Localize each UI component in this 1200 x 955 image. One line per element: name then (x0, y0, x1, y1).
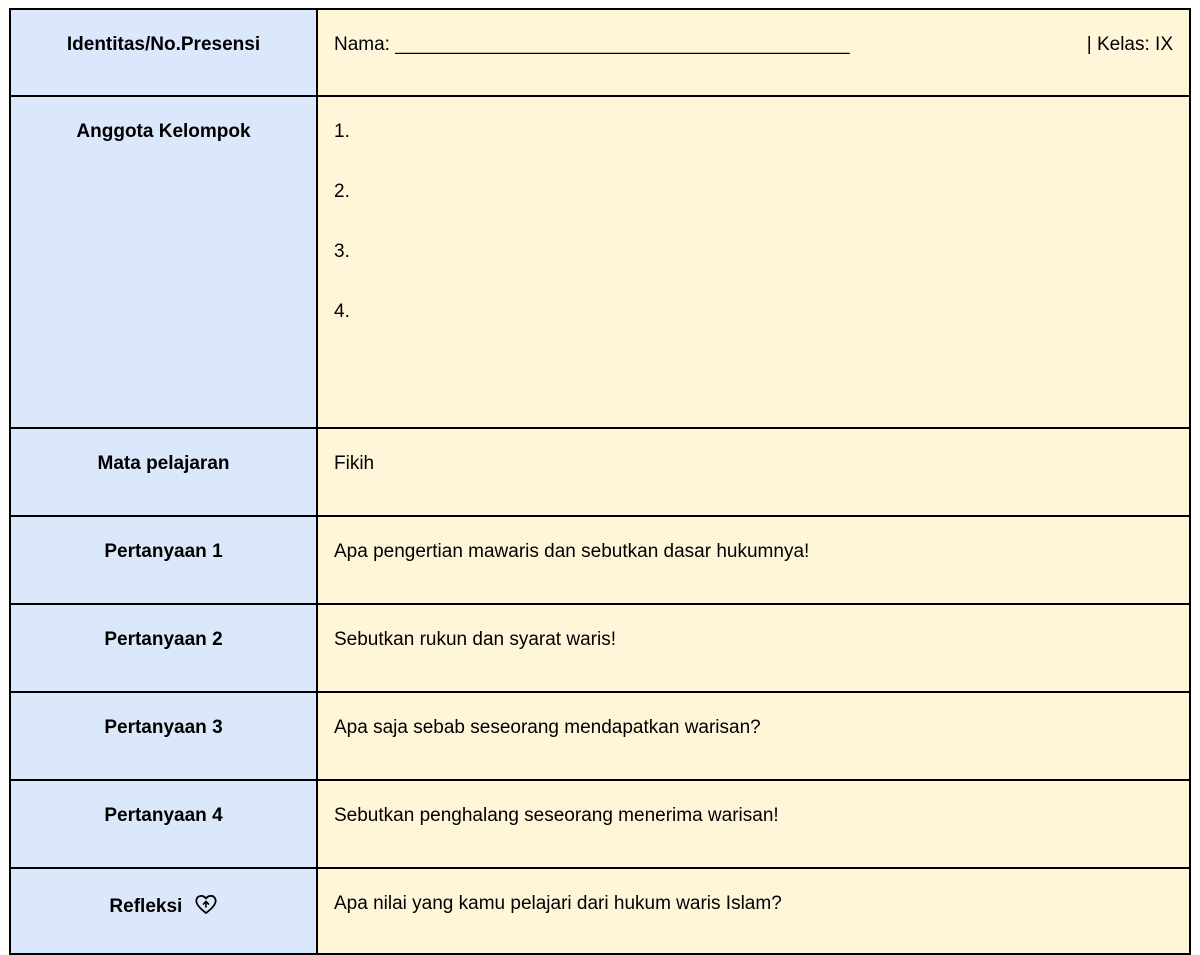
subject-row (10, 428, 1190, 516)
question-row-3 (10, 692, 1190, 780)
question-row-1 (10, 516, 1190, 604)
reflection-label: Refleksi (109, 896, 183, 917)
question-label-cell (10, 604, 317, 692)
question-3-text: Apa saja sebab seseorang mendapatkan warisan? (334, 717, 761, 738)
members-label: Anggota Kelompok (76, 121, 251, 142)
member-item-3[interactable]: 3. (334, 241, 350, 262)
worksheet-table (9, 8, 1191, 955)
question-1-text: Apa pengertian mawaris dan sebutkan dasar hukumnya! (334, 541, 810, 562)
question-2-text: Sebutkan rukun dan syarat waris! (334, 629, 616, 650)
subject-content-cell (317, 428, 1190, 516)
question-text-cell (317, 692, 1190, 780)
question-3-label: Pertanyaan 3 (104, 717, 223, 738)
question-label-cell (10, 516, 317, 604)
question-1-label: Pertanyaan 1 (104, 541, 223, 562)
subject-label-cell (10, 428, 317, 516)
identity-row (10, 9, 1190, 96)
subject-value: Fikih (334, 453, 375, 474)
members-row (10, 96, 1190, 428)
question-label-cell (10, 692, 317, 780)
question-text-cell (317, 516, 1190, 604)
question-text-cell (317, 780, 1190, 868)
member-item-2[interactable]: 2. (334, 181, 350, 202)
members-content-cell (317, 96, 1190, 428)
reflection-label-cell (10, 868, 317, 954)
reflection-content-cell (317, 868, 1190, 954)
member-item-1[interactable]: 1. (334, 121, 350, 142)
question-row-4 (10, 780, 1190, 868)
question-row-2 (10, 604, 1190, 692)
question-4-label: Pertanyaan 4 (104, 805, 223, 826)
identity-label-cell (10, 9, 317, 96)
reflection-row (10, 868, 1190, 954)
subject-label: Mata pelajaran (97, 453, 230, 474)
reflection-text: Apa nilai yang kamu pelajari dari hukum waris Islam? (334, 893, 782, 914)
identity-label: Identitas/No.Presensi (66, 34, 261, 55)
question-4-text: Sebutkan penghalang seseorang menerima warisan! (334, 805, 779, 826)
identity-content-cell (317, 9, 1190, 96)
members-list (318, 97, 1189, 361)
heart-icon (194, 893, 218, 921)
member-item-4[interactable]: 4. (334, 301, 350, 322)
question-2-label: Pertanyaan 2 (104, 629, 223, 650)
name-field[interactable]: Nama: ___________________________________________ (334, 34, 850, 55)
members-label-cell (10, 96, 317, 428)
class-field: | Kelas: IX (1086, 34, 1173, 55)
question-text-cell (317, 604, 1190, 692)
question-label-cell (10, 780, 317, 868)
